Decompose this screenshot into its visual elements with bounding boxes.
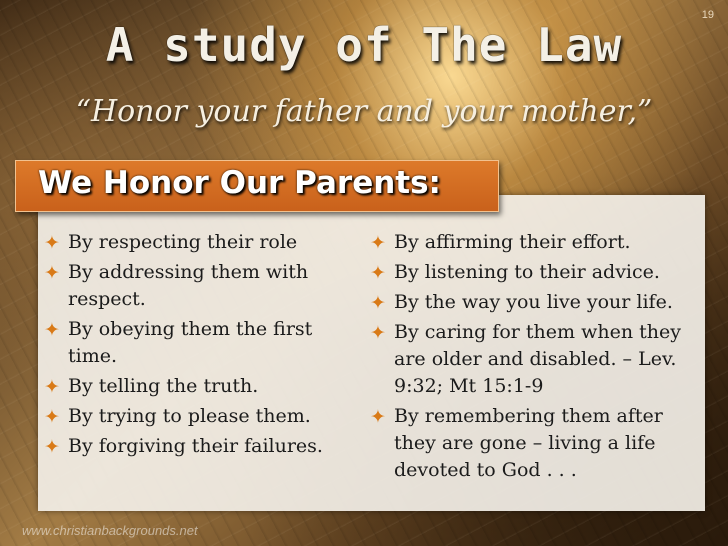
list-item-text: By respecting their role [68,231,298,253]
four-point-star-icon: ✦ [370,292,386,314]
page-number: 19 [701,9,714,21]
watermark: www.christianbackgrounds.net [22,523,198,538]
list-item-text: By the way you live your life. [394,291,673,313]
list-item [370,403,700,484]
list-item [370,289,700,316]
list-item [44,403,346,430]
four-point-star-icon: ✦ [370,322,386,344]
list-item [44,229,346,256]
list-item-text: By obeying them the first time. [68,318,313,367]
slide-subtitle: “Honor your father and your mother,” [75,94,653,129]
heading-banner [15,160,499,212]
slide-title: A study of The Law [105,18,623,72]
list-item-text: By caring for them when they are older and disabled. – Lev. 9:32; Mt 15:1-9 [394,321,681,397]
four-point-star-icon: ✦ [44,376,60,398]
list-item-text: By affirming their effort. [394,231,631,253]
list-item-text: By remembering them after they are gone – living a life devoted to God . . . [394,405,663,481]
list-item [370,319,700,400]
list-item-text: By addressing them with respect. [68,261,309,310]
list-item-text: By trying to please them. [68,405,311,427]
list-item [370,229,700,256]
four-point-star-icon: ✦ [44,436,60,458]
list-item [44,373,346,400]
four-point-star-icon: ✦ [370,232,386,254]
list-item [44,433,346,460]
left-bullet-list [44,229,346,463]
four-point-star-icon: ✦ [44,232,60,254]
list-item [44,259,346,313]
list-item-text: By listening to their advice. [394,261,660,283]
four-point-star-icon: ✦ [44,262,60,284]
right-bullet-list [370,229,700,487]
list-item [370,259,700,286]
list-item-text: By telling the truth. [68,375,259,397]
four-point-star-icon: ✦ [370,262,386,284]
heading-text: We Honor Our Parents: [38,165,441,201]
four-point-star-icon: ✦ [44,319,60,341]
four-point-star-icon: ✦ [44,406,60,428]
four-point-star-icon: ✦ [370,406,386,428]
list-item-text: By forgiving their failures. [68,435,323,457]
list-item [44,316,346,370]
